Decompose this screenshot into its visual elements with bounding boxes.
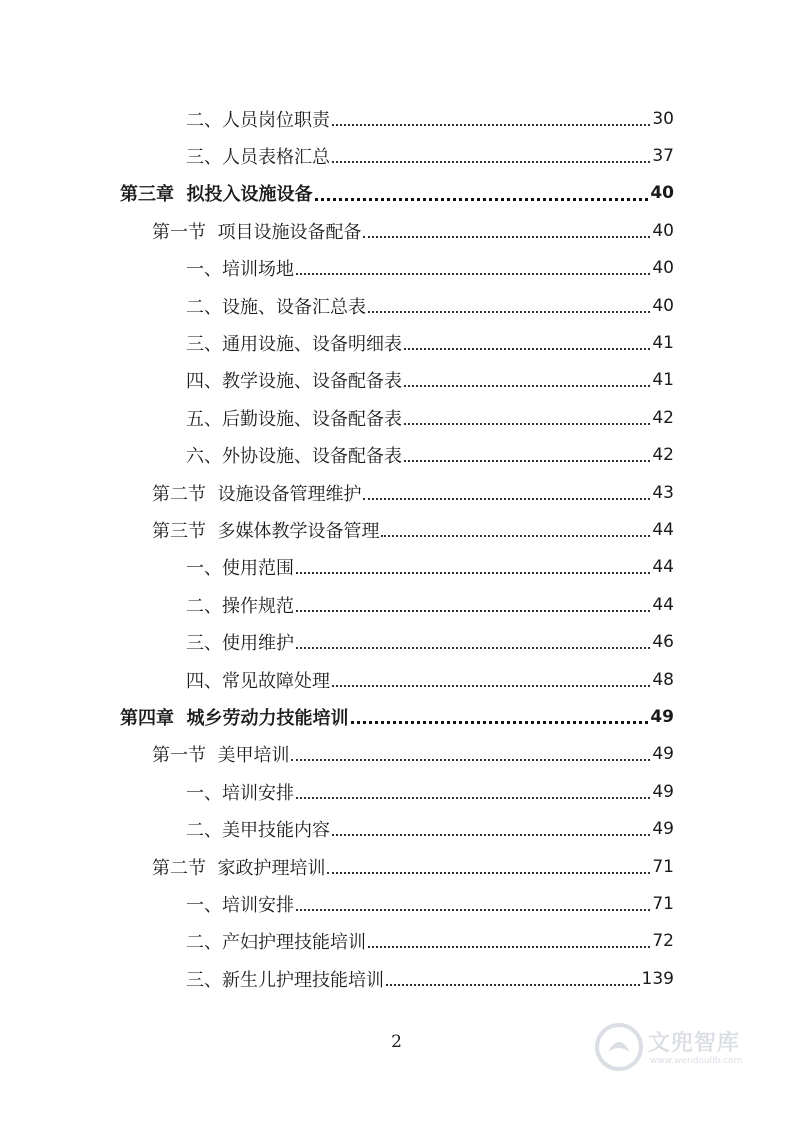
toc-entry[interactable] [0,137,793,174]
toc-entry-title: 三、使用维护 [186,633,294,655]
toc-entry-page: 40 [650,183,674,204]
toc-entry-title: 第一节 美甲培训 [152,745,290,767]
toc-entry-title: 二、产妇护理技能培训 [186,932,366,954]
toc-entry[interactable] [0,810,793,847]
toc-entry-page: 37 [652,146,674,167]
page-number: 2 [391,1032,402,1052]
toc-entry-title: 五、后勤设施、设备配备表 [186,408,402,430]
toc-dot-leader [332,124,650,126]
toc-entry-page: 40 [652,295,674,316]
toc-entry[interactable] [0,773,793,810]
toc-dot-leader [404,348,650,350]
toc-entry[interactable] [0,549,793,586]
toc-dot-leader [332,161,650,163]
toc-entry-page: 44 [652,519,674,540]
toc-entry[interactable] [0,324,793,361]
toc-entry-page: 40 [652,258,674,279]
toc-entry-title: 二、操作规范 [186,595,294,617]
toc-entry-title: 第一节 项目设施设备配备 [152,221,362,243]
toc-entry-title: 三、新生儿护理技能培训 [186,969,384,991]
toc-section-entry[interactable] [0,212,793,249]
toc-dot-leader [296,273,650,275]
toc-entry-page: 30 [652,108,674,129]
toc-dot-leader [404,460,650,462]
toc-section-entry[interactable] [0,474,793,511]
toc-entry-page: 139 [641,968,674,989]
toc-dot-leader [291,759,650,761]
toc-dot-leader [368,311,650,313]
watermark [590,1018,760,1078]
toc-dot-leader [296,909,650,911]
toc-entry-page: 41 [652,370,674,391]
toc-dot-leader [381,535,650,537]
toc-entry-title: 三、通用设施、设备明细表 [186,334,402,356]
toc-entry-page: 42 [652,445,674,466]
toc-entry-title: 四、教学设施、设备配备表 [186,371,402,393]
toc-entry-title: 一、培训场地 [186,259,294,281]
toc-entry-page: 41 [652,333,674,354]
toc-section-entry[interactable] [0,736,793,773]
toc-entry-title: 一、使用范围 [186,558,294,580]
toc-entry-title: 第三节 多媒体教学设备管理 [152,520,380,542]
toc-dot-leader [351,721,649,724]
toc-dot-leader [332,834,650,836]
toc-dot-leader [368,946,650,948]
toc-entry-title: 三、人员表格汇总 [186,147,330,169]
toc-entry-title: 第二节 设施设备管理维护 [152,483,362,505]
toc-dot-leader [296,610,650,612]
toc-dot-leader [327,872,650,874]
toc-entry[interactable] [0,623,793,660]
toc-entry[interactable] [0,923,793,960]
toc-entry-title: 六、外协设施、设备配备表 [186,446,402,468]
toc-entry-page: 49 [650,706,674,727]
toc-entry[interactable] [0,100,793,137]
toc-entry-page: 71 [652,893,674,914]
wendou-logo-icon [594,1022,644,1072]
watermark-url: www.wendoulib.com [650,1056,743,1066]
toc-dot-leader [315,198,649,201]
toc-dot-leader [296,572,650,574]
toc-entry-page: 44 [652,594,674,615]
toc-entry-title: 一、培训安排 [186,894,294,916]
toc-entry-page: 49 [652,819,674,840]
toc-entry-title: 四、常见故障处理 [186,670,330,692]
toc-entry-title: 第三章 拟投入设施设备 [120,184,313,206]
toc-section-entry[interactable] [0,511,793,548]
toc-dot-leader [386,984,640,986]
toc-entry-title: 二、人员岗位职责 [186,109,330,131]
watermark-text: 文兜智库 [648,1031,741,1056]
toc-dot-leader [296,647,650,649]
toc-entry-page: 43 [652,482,674,503]
toc-entry[interactable] [0,399,793,436]
toc-dot-leader [363,236,650,238]
toc-dot-leader [296,797,650,799]
toc-section-entry[interactable] [0,848,793,885]
toc-entry[interactable] [0,661,793,698]
toc-dot-leader [404,385,650,387]
toc-entry-page: 46 [652,632,674,653]
toc-chapter-entry[interactable] [0,698,793,735]
toc-entry[interactable] [0,287,793,324]
toc-entry-title: 一、培训安排 [186,782,294,804]
toc-entry-title: 二、美甲技能内容 [186,820,330,842]
toc-entry[interactable] [0,250,793,287]
toc-entry-page: 44 [652,557,674,578]
toc-entry-page: 72 [652,931,674,952]
toc-entry[interactable] [0,885,793,922]
toc-chapter-entry[interactable] [0,175,793,212]
toc-entry-title: 二、设施、设备汇总表 [186,296,366,318]
toc-dot-leader [404,423,650,425]
toc-dot-leader [332,685,650,687]
toc-entry-title: 第四章 城乡劳动力技能培训 [120,707,349,729]
toc-entry-page: 49 [652,781,674,802]
toc-entry[interactable] [0,960,793,997]
toc-entry-page: 49 [652,744,674,765]
toc-entry-page: 48 [652,669,674,690]
toc-entry-title: 第二节 家政护理培训 [152,857,326,879]
toc-entry-page: 40 [652,220,674,241]
toc-entry[interactable] [0,437,793,474]
toc-entry-page: 71 [652,856,674,877]
toc-entry-page: 42 [652,407,674,428]
toc-entry[interactable] [0,586,793,623]
table-of-contents [0,100,793,997]
toc-entry[interactable] [0,362,793,399]
toc-dot-leader [363,498,650,500]
